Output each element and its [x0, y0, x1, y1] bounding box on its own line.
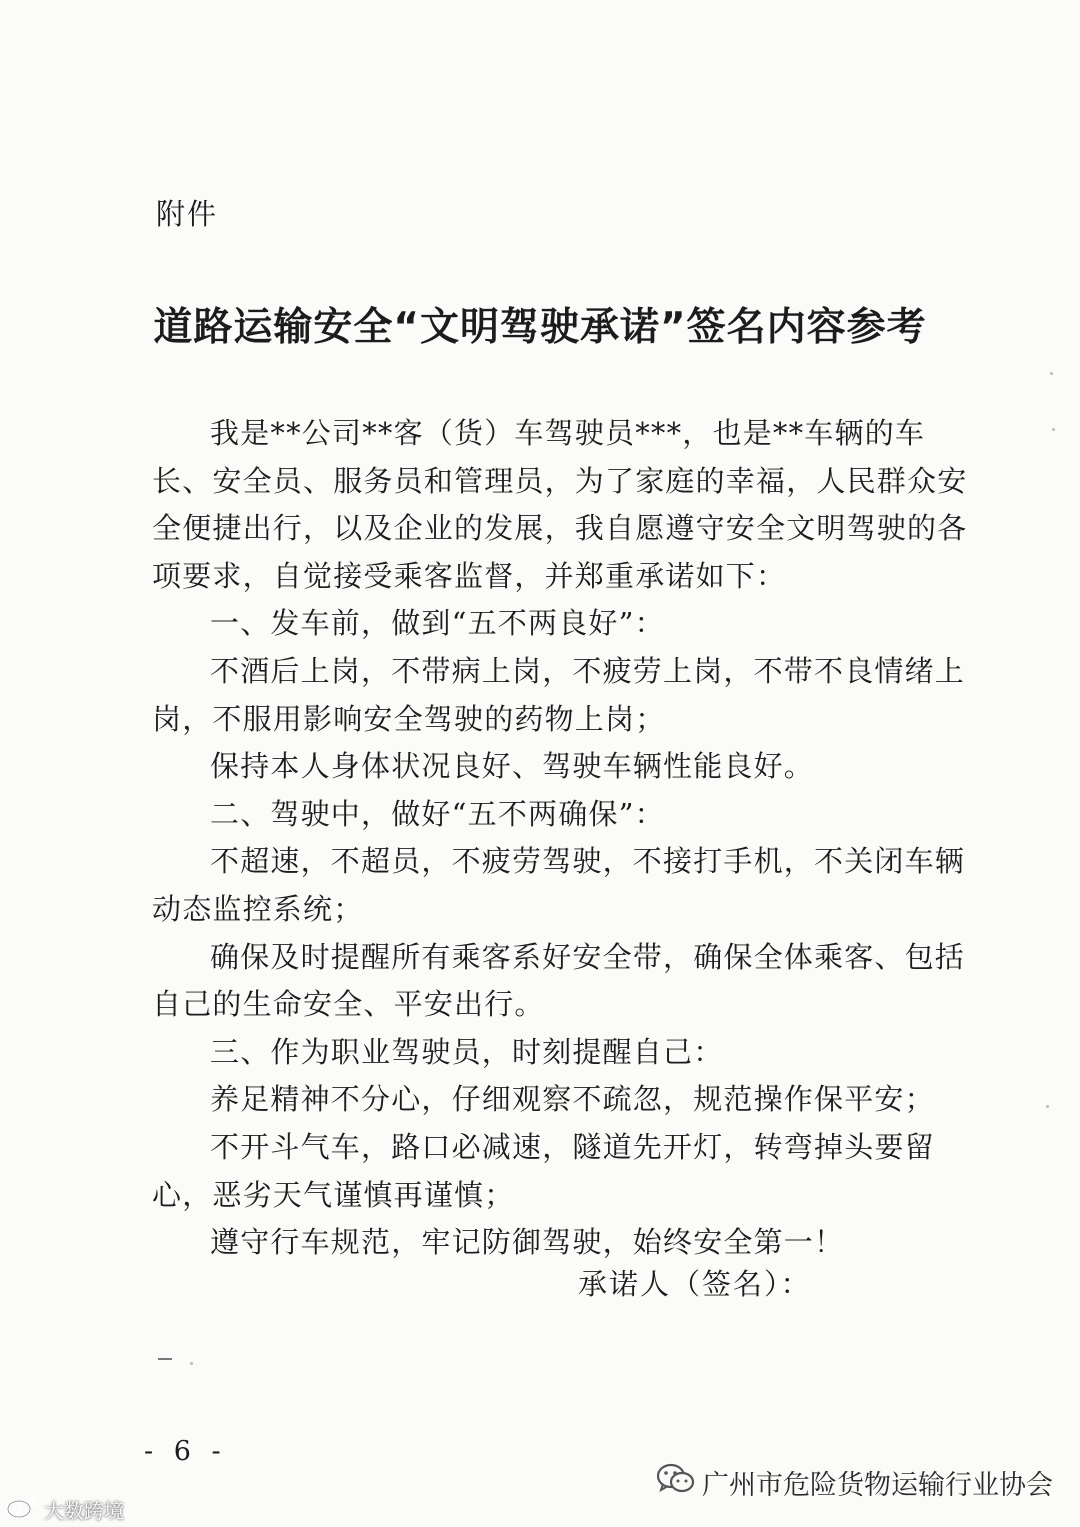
scan-mark — [158, 1358, 172, 1360]
page-title: 道路运输安全“文明驾驶承诺”签名内容参考 — [153, 305, 927, 350]
wechat-icon — [656, 1462, 696, 1503]
weibo-icon — [6, 1494, 40, 1525]
paragraph-item: 不开斗气车，路口必减速，隧道先开灯，转弯掉头要留心，恶劣天气谨慎再谨慎； — [152, 1129, 935, 1212]
paragraph-item: 不超速，不超员，不疲劳驾驶，不接打手机，不关闭车辆动态监控系统； — [152, 844, 966, 926]
paragraph-item: 遵守行车规范，牢记防御驾驶，始终安全第一！ — [210, 1225, 845, 1260]
attachment-label: 附件 — [156, 197, 219, 231]
paragraph-section-3: 三、作为职业驾驶员，时刻提醒自己： — [210, 1034, 724, 1069]
paragraph-item: 确保及时提醒所有乘客系好安全带，确保全体乘客、包括自己的生命安全、平安出行。 — [152, 939, 966, 1022]
paragraph-item: 保持本人身体状况良好、驾驶车辆性能良好。 — [210, 749, 815, 784]
paragraph-intro: 我是**公司**客（货）车驾驶员***，也是**车辆的车长、安全员、服务员和管理员，为了家庭的幸福，人民群众安全便捷出行，以及企业的发展，我自愿遵守安全文明驾驶的各项要求，自觉接受乘客监督，并郑重承诺如下： — [152, 416, 968, 593]
paragraph-item: 养足精神不分心，仔细观察不疏忽，规范操作保平安； — [210, 1082, 935, 1117]
watermark-right-text: 广州市危险货物运输行业协会 — [702, 1469, 1053, 1501]
paragraph-section-1: 一、发车前，做到“五不两良好”： — [210, 606, 665, 641]
document-body — [152, 410, 972, 1267]
scan-speck — [1052, 428, 1055, 431]
scan-speck — [190, 1362, 193, 1365]
scan-speck — [1046, 1105, 1049, 1108]
signature-label: 承诺人（签名）： — [578, 1267, 812, 1301]
watermark-left-text: 大数跨境 — [44, 1498, 124, 1523]
page-number: - 6 - — [144, 1436, 227, 1467]
paragraph-item: 不酒后上岗，不带病上岗，不疲劳上岗，不带不良情绪上岗，不服用影响安全驾驶的药物上岗； — [152, 653, 966, 736]
scan-speck — [1050, 372, 1053, 375]
paragraph-section-2: 二、驾驶中，做好“五不两确保”： — [210, 796, 665, 831]
watermark-left — [6, 1494, 124, 1524]
watermark-right — [656, 1462, 1053, 1502]
